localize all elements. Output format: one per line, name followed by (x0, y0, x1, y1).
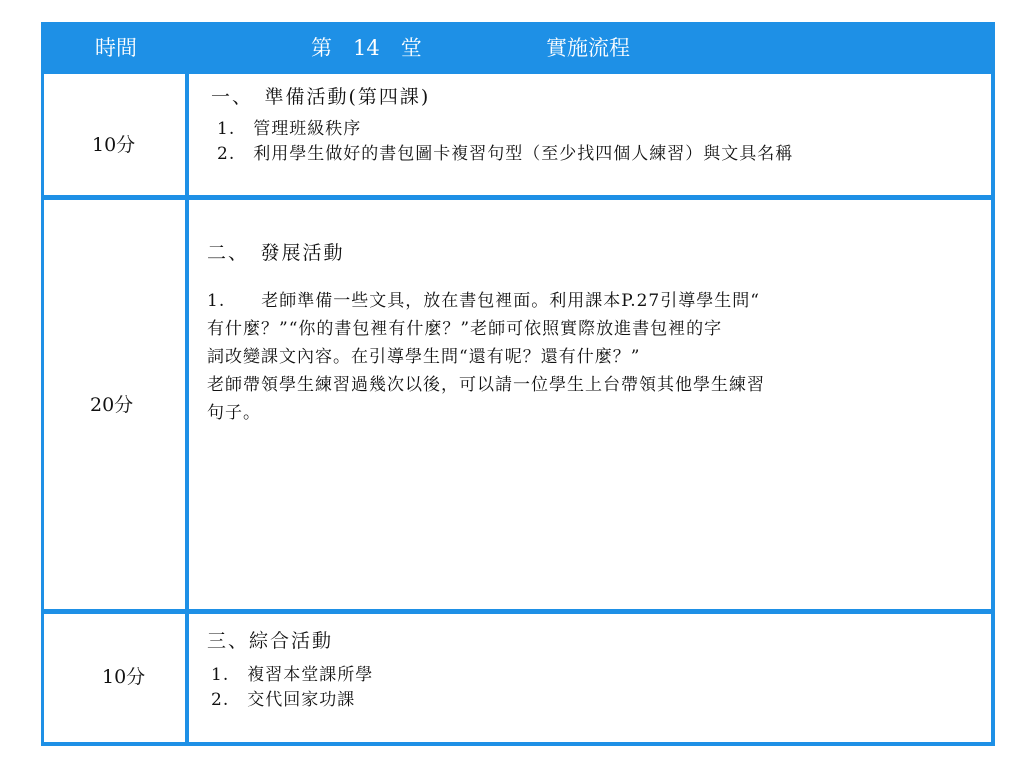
header-session: 第 14 堂 (311, 36, 422, 60)
row-3-heading: 三、綜合活動 (207, 630, 334, 652)
row-1-content-cell (189, 74, 991, 195)
row-1-content (211, 82, 793, 167)
row-1-item-1: 1. 管理班級秩序 (217, 119, 362, 139)
row-2-time-cell (44, 200, 185, 609)
row-3-time-cell (44, 614, 185, 742)
row-3-content (207, 626, 373, 713)
row-2-heading: 二、 發展活動 (207, 242, 345, 264)
lesson-plan-table (41, 22, 995, 746)
row-1-heading: 一、 準備活動(第四課) (211, 86, 431, 108)
row-2-line-4: 老師帶領學生練習過幾次以後，可以請一位學生上台帶領其他學生練習 (207, 375, 765, 395)
row-2-line-3: 詞改變課文內容。在引導學生問“還有呢？還有什麼？” (207, 347, 641, 367)
row-2-line-1: 1. 老師準備一些文具，放在書包裡面。利用課本P.27引導學生問“ (207, 291, 760, 311)
row-3-item-2: 2. 交代回家功課 (211, 690, 356, 710)
header-flow: 實施流程 (546, 36, 630, 60)
row-1-item-2: 2. 利用學生做好的書包圖卡複習句型（至少找四個人練習）與文具名稱 (217, 144, 794, 164)
row-2-content-cell (189, 200, 991, 609)
row-2-line-2: 有什麼？”“你的書包裡有什麼？”老師可依照實際放進書包裡的字 (207, 319, 723, 339)
header-time: 時間 (95, 36, 137, 60)
row-1-time-cell (44, 74, 185, 195)
row-3-time: 10分 (102, 666, 146, 688)
row-2-content (207, 238, 765, 427)
row-2-line-5: 句子。 (207, 403, 261, 423)
row-3-content-cell (189, 614, 991, 742)
row-3-item-1: 1. 複習本堂課所學 (211, 665, 374, 685)
row-2-time: 20分 (90, 394, 134, 416)
row-1-time: 10分 (92, 134, 136, 156)
